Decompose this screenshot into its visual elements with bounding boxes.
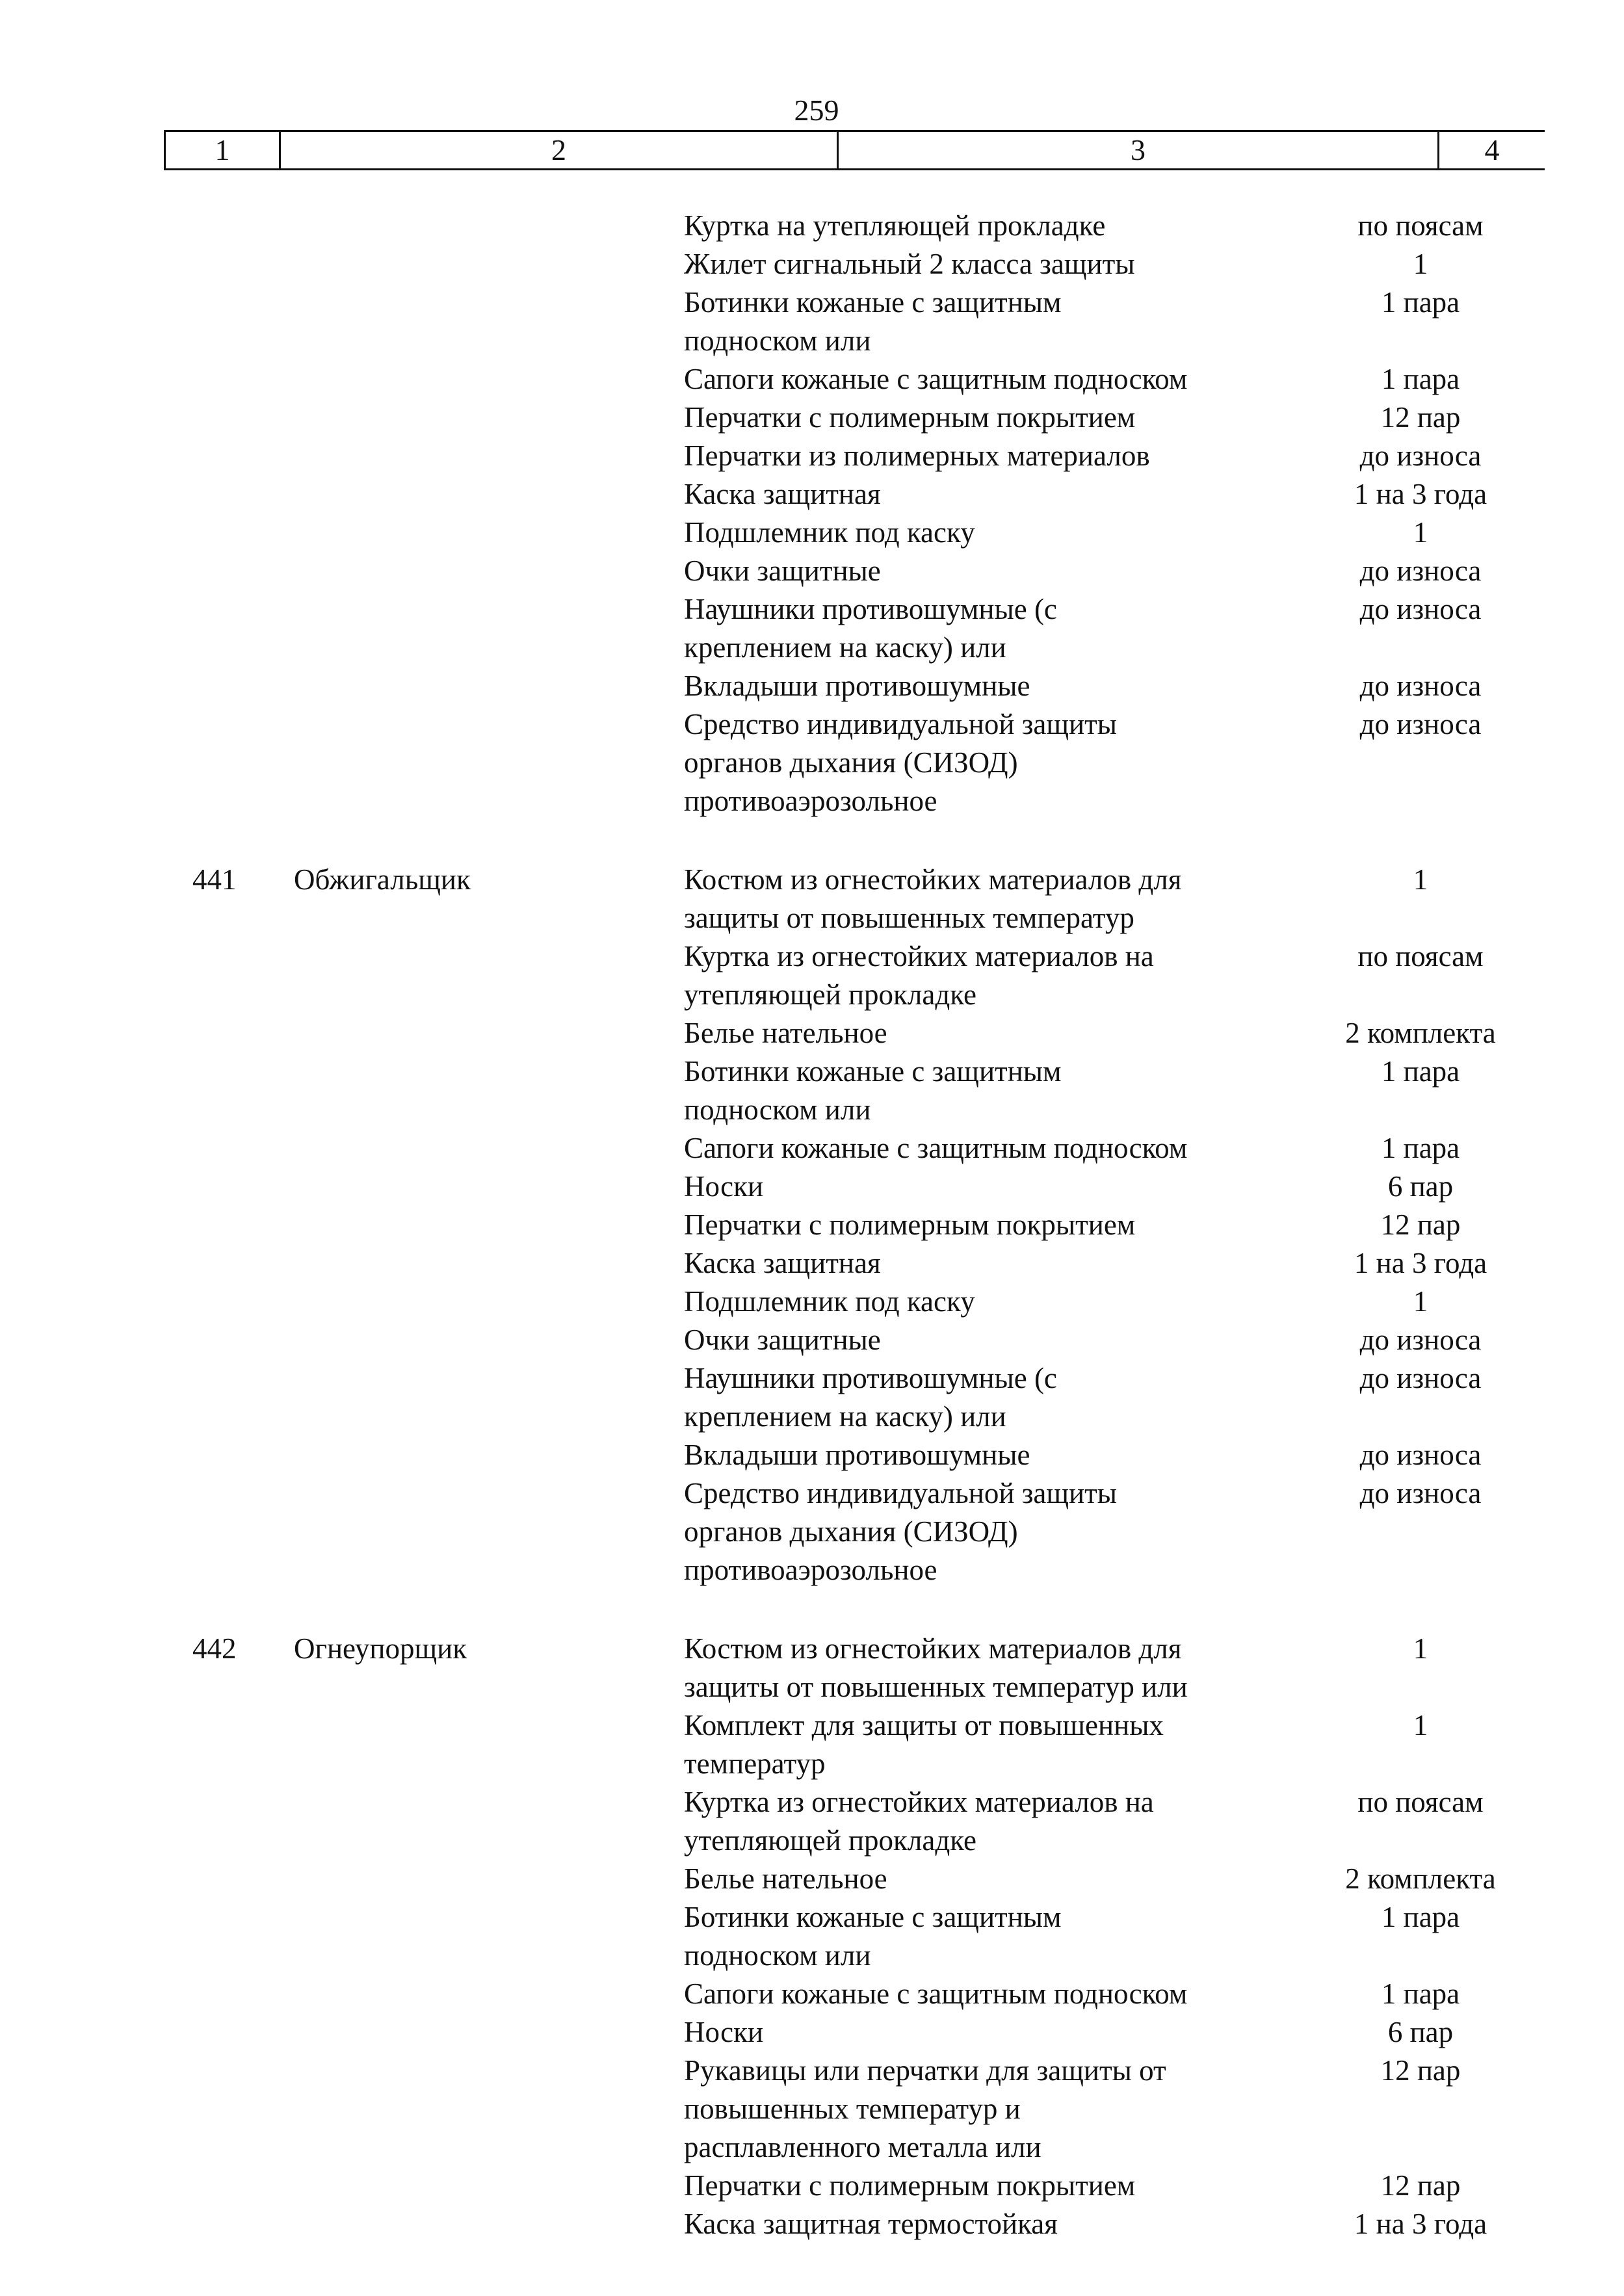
item-name (684, 514, 1269, 552)
item-name-line: Ботинки кожаные с защитным (684, 1901, 1062, 1933)
item-name (684, 1706, 1269, 1783)
header-cell-2: 2 (281, 132, 839, 168)
item-norm: 1 пара (1381, 1901, 1460, 1933)
item-name (684, 360, 1269, 398)
item-name-line: Носки (684, 2016, 764, 2048)
item-name-line: подноском или (684, 1093, 871, 1126)
item-norm: 1 (1413, 863, 1428, 896)
table-header-row (164, 130, 1545, 170)
item-norm: до износа (1359, 554, 1482, 587)
item-norm: до износа (1359, 1324, 1482, 1356)
header-cell-3: 3 (839, 132, 1439, 168)
item-norm: до износа (1359, 1439, 1482, 1471)
item-name-line: защиты от повышенных температур или (684, 1671, 1188, 1703)
item-norm: 1 на 3 года (1354, 478, 1487, 510)
item-name (684, 552, 1269, 590)
item-name (684, 2167, 1269, 2205)
item-name (684, 1052, 1269, 1129)
item-norm: до износа (1359, 670, 1482, 702)
item-name (684, 1898, 1269, 1975)
item-name-line: Куртка на утепляющей прокладке (684, 209, 1106, 242)
entry-number: 441 (192, 863, 237, 896)
item-name-line: Белье нательное (684, 1862, 887, 1895)
item-name-line: противоаэрозольное (684, 785, 937, 817)
item-name-line: Куртка из огнестойких материалов на (684, 940, 1154, 972)
item-name-line: Средство индивидуальной защиты (684, 1477, 1118, 1509)
item-norm: 1 пара (1381, 1977, 1460, 2010)
item-name-line: Каска защитная термостойкая (684, 2208, 1058, 2240)
item-name (684, 1283, 1269, 1321)
item-name-line: повышенных температур и (684, 2093, 1021, 2125)
item-norm: 1 на 3 года (1354, 2208, 1487, 2240)
page-number: 259 (794, 94, 839, 127)
item-norm: 6 пар (1387, 1170, 1454, 1203)
item-name-line: органов дыхания (СИЗОД) (684, 1515, 1018, 1548)
item-name-line: Комплект для защиты от повышенных (684, 1709, 1164, 1742)
item-name-line: утепляющей прокладке (684, 978, 976, 1011)
item-name-line: Перчатки из полимерных материалов (684, 439, 1150, 472)
item-norm: 12 пар (1380, 1208, 1461, 1241)
item-norm: 12 пар (1380, 2054, 1461, 2087)
item-name (684, 245, 1269, 283)
item-name (684, 1168, 1269, 1206)
item-norm: 1 (1413, 1709, 1428, 1742)
item-norm: 1 на 3 года (1354, 1247, 1487, 1279)
item-norm: 1 пара (1381, 1055, 1460, 1088)
item-name (684, 667, 1269, 705)
item-name-line: креплением на каску) или (684, 631, 1006, 664)
item-name-line: подноском или (684, 324, 871, 357)
item-name (684, 1321, 1269, 1359)
item-norm: до износа (1359, 1477, 1482, 1509)
item-norm: 1 (1413, 1632, 1428, 1665)
item-name (684, 1630, 1269, 1706)
item-name-line: противоаэрозольное (684, 1554, 937, 1586)
item-norm: до износа (1359, 708, 1482, 740)
item-norm: 1 (1413, 1285, 1428, 1318)
item-name-line: Рукавицы или перчатки для защиты от (684, 2054, 1166, 2087)
item-name-line: температур (684, 1747, 826, 1780)
item-name-line: Белье нательное (684, 1017, 887, 1049)
item-name-line: Каска защитная (684, 1247, 881, 1279)
profession-name: Обжигальщик (294, 863, 471, 896)
item-name-line: Костюм из огнестойких материалов для (684, 1632, 1182, 1665)
item-name-line: Каска защитная (684, 478, 881, 510)
item-norm: 1 пара (1381, 363, 1460, 395)
item-norm: до износа (1359, 439, 1482, 472)
item-norm: по поясам (1357, 940, 1484, 972)
item-name (684, 2013, 1269, 2052)
item-name (684, 1975, 1269, 2013)
item-name (684, 1783, 1269, 1860)
item-name-line: Перчатки с полимерным покрытием (684, 401, 1136, 434)
item-name (684, 1206, 1269, 1244)
item-name-line: Сапоги кожаные с защитным подноском (684, 1132, 1188, 1164)
item-name (684, 1129, 1269, 1168)
item-name (684, 475, 1269, 514)
item-norm: по поясам (1357, 209, 1484, 242)
item-name-line: Куртка из огнестойких материалов на (684, 1786, 1154, 1818)
item-name-line: Сапоги кожаные с защитным подноском (684, 1977, 1188, 2010)
item-name-line: Вкладыши противошумные (684, 670, 1030, 702)
item-norm: 1 (1413, 248, 1428, 280)
item-norm: 2 комплекта (1345, 1017, 1496, 1049)
item-name-line: Наушники противошумные (с (684, 1362, 1057, 1394)
item-name (684, 1474, 1269, 1589)
header-cell-4: 4 (1484, 133, 1500, 166)
item-name (684, 590, 1269, 667)
header-cell-1: 1 (164, 132, 281, 168)
item-name-line: Ботинки кожаные с защитным (684, 1055, 1062, 1088)
item-name-line: Подшлемник под каску (684, 516, 975, 549)
item-name (684, 398, 1269, 437)
profession-name: Огнеупорщик (294, 1632, 467, 1665)
item-norm: до износа (1359, 593, 1482, 625)
item-name (684, 1359, 1269, 1436)
item-name-line: Носки (684, 1170, 764, 1203)
item-name-line: Подшлемник под каску (684, 1285, 975, 1318)
item-name-line: Наушники противошумные (с (684, 593, 1057, 625)
item-name (684, 1014, 1269, 1052)
item-norm: 1 пара (1381, 1132, 1460, 1164)
item-name (684, 1860, 1269, 1898)
item-norm: 1 (1413, 516, 1428, 549)
item-name-line: Вкладыши противошумные (684, 1439, 1030, 1471)
item-name (684, 437, 1269, 475)
item-name (684, 861, 1269, 937)
item-name (684, 937, 1269, 1014)
item-name-line: Перчатки с полимерным покрытием (684, 1208, 1136, 1241)
item-norm: по поясам (1357, 1786, 1484, 1818)
item-name-line: защиты от повышенных температур (684, 902, 1134, 934)
item-name (684, 705, 1269, 820)
item-name (684, 2205, 1269, 2243)
item-name (684, 283, 1269, 360)
item-name-line: Ботинки кожаные с защитным (684, 286, 1062, 319)
item-norm: 1 пара (1381, 286, 1460, 319)
item-norm: 6 пар (1387, 2016, 1454, 2048)
item-name (684, 1436, 1269, 1474)
item-norm: 12 пар (1380, 2169, 1461, 2202)
item-name (684, 1244, 1269, 1283)
item-norm: 2 комплекта (1345, 1862, 1496, 1895)
item-name-line: органов дыхания (СИЗОД) (684, 746, 1018, 779)
item-name-line: подноском или (684, 1939, 871, 1972)
item-name-line: Очки защитные (684, 1324, 881, 1356)
item-name (684, 207, 1269, 245)
item-name-line: утепляющей прокладке (684, 1824, 976, 1857)
entry-number: 442 (192, 1632, 237, 1665)
item-norm: 12 пар (1380, 401, 1461, 434)
item-norm: до износа (1359, 1362, 1482, 1394)
item-name-line: Очки защитные (684, 554, 881, 587)
item-name-line: расплавленного металла или (684, 2131, 1041, 2163)
item-name-line: Средство индивидуальной защиты (684, 708, 1118, 740)
item-name-line: Перчатки с полимерным покрытием (684, 2169, 1136, 2202)
item-name-line: Сапоги кожаные с защитным подноском (684, 363, 1188, 395)
item-name-line: Костюм из огнестойких материалов для (684, 863, 1182, 896)
item-name-line: креплением на каску) или (684, 1400, 1006, 1433)
item-name-line: Жилет сигнальный 2 класса защиты (684, 248, 1135, 280)
item-name (684, 2052, 1269, 2167)
